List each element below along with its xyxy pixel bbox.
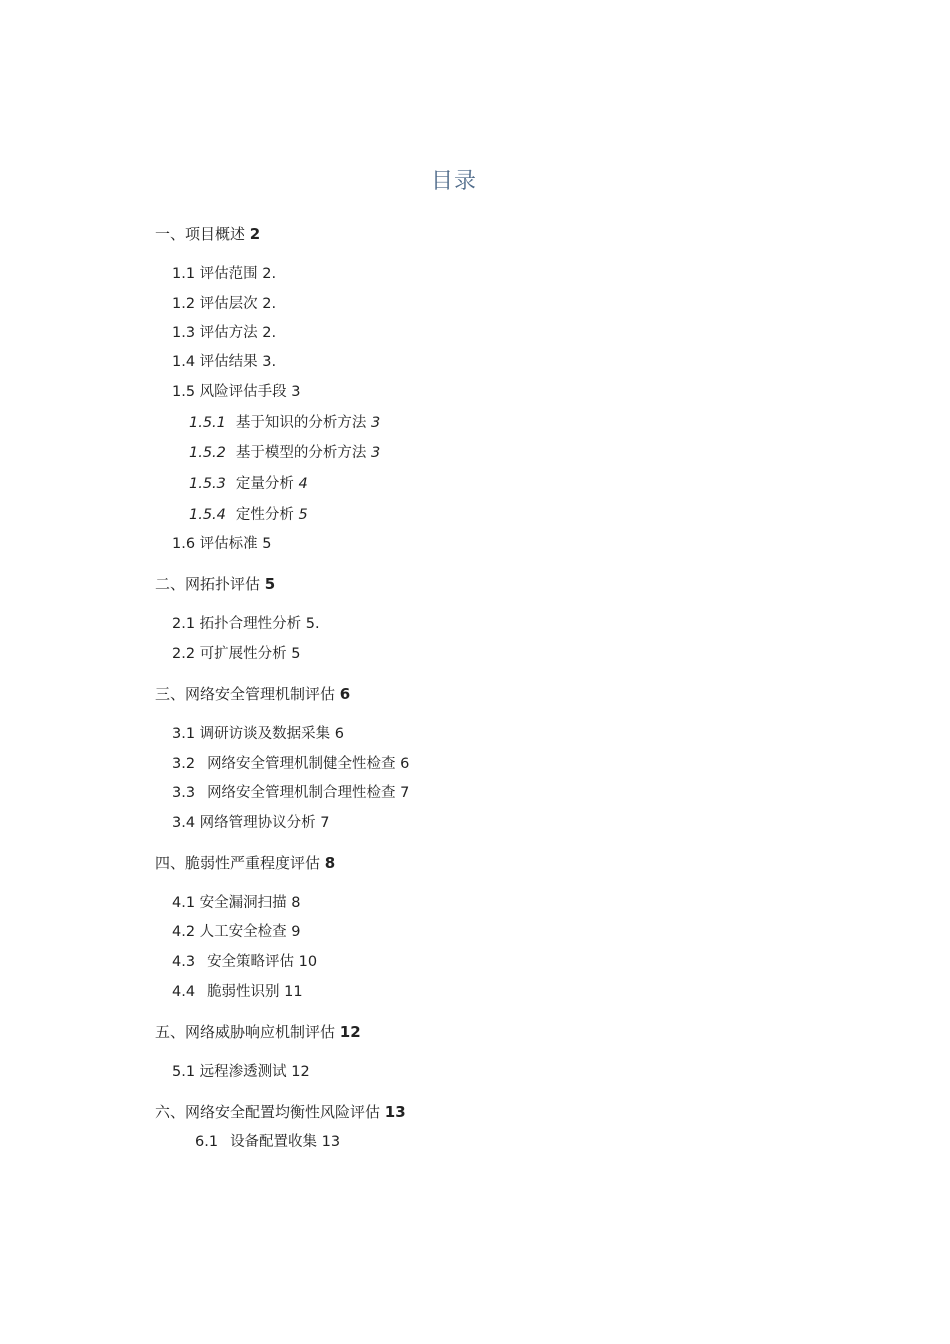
toc-page-number: 3 — [291, 384, 301, 400]
toc-page-number: 5 — [291, 646, 301, 662]
toc-entry-label: 评估方法 — [199, 325, 258, 341]
toc-entry-label: 安全策略评估 — [207, 954, 295, 970]
toc-entry-label: 四、脆弱性严重程度评估 — [155, 854, 321, 872]
toc-page-number: 3 — [371, 415, 381, 431]
toc-entry-1-1[interactable]: 1.1 评估范围 2. — [172, 266, 277, 282]
toc-page-number: 8 — [291, 895, 301, 911]
toc-page-number: 2 — [249, 225, 261, 243]
toc-entry-label: 基于模型的分析方法 — [235, 445, 367, 461]
toc-entry-label: 评估范围 — [199, 266, 258, 282]
toc-title: 目录 — [430, 169, 477, 194]
toc-page-number: 6 — [339, 685, 351, 703]
toc-entry-4-3[interactable]: 4.3 安全策略评估 10 — [172, 954, 318, 970]
toc-page-number: 7 — [400, 785, 410, 801]
toc-entry-label: 人工安全检查 — [199, 924, 287, 940]
toc-page-number: 2. — [262, 296, 277, 312]
toc-entry-1-5-3[interactable]: 1.5.3 定量分析 4 — [189, 476, 308, 492]
toc-entry-1-3[interactable]: 1.3 评估方法 2. — [172, 325, 277, 341]
toc-entry-1-5-1[interactable]: 1.5.1 基于知识的分析方法 3 — [189, 415, 381, 431]
toc-entry-label: 远程渗透测试 — [199, 1064, 287, 1080]
toc-entry-label: 脆弱性识别 — [207, 984, 280, 1000]
toc-entry-label: 评估结果 — [199, 354, 258, 370]
toc-entry-label: 网络安全管理机制合理性检查 — [207, 785, 396, 801]
toc-page-number: 13 — [321, 1134, 341, 1150]
toc-page-number: 13 — [384, 1103, 406, 1121]
toc-entry-5-1[interactable]: 5.1 远程渗透测试 12 — [172, 1064, 310, 1080]
toc-entry-label: 评估标准 — [199, 536, 258, 552]
toc-entry-label: 三、网络安全管理机制评估 — [155, 685, 336, 703]
toc-entry-6-1[interactable]: 6.1 设备配置收集 13 — [195, 1134, 341, 1150]
toc-entry-4-1[interactable]: 4.1 安全漏洞扫描 8 — [172, 895, 301, 911]
toc-entry-1-5-2[interactable]: 1.5.2 基于模型的分析方法 3 — [189, 445, 381, 461]
toc-entry-label: 设备配置收集 — [230, 1134, 318, 1150]
toc-page-number: 12 — [291, 1064, 310, 1080]
toc-entry-label: 可扩展性分析 — [199, 646, 287, 662]
toc-entry-3-2[interactable]: 3.2 网络安全管理机制健全性检查 6 — [172, 756, 410, 772]
toc-entry-label: 五、网络威胁响应机制评估 — [155, 1023, 336, 1041]
toc-page-number: 3 — [371, 445, 381, 461]
toc-entry-label: 基于知识的分析方法 — [235, 415, 367, 431]
toc-page-number: 6 — [334, 726, 345, 742]
toc-entry-3-1[interactable]: 3.1 调研访谈及数据采集 6 — [172, 726, 345, 742]
toc-entry-label: 调研访谈及数据采集 — [199, 726, 331, 742]
toc-page-number: 6 — [400, 756, 410, 772]
toc-page-number: 5 — [264, 575, 276, 593]
toc-entry-label: 定性分析 — [235, 507, 294, 523]
toc-entry-1[interactable] — [155, 224, 260, 244]
toc-page-number: 5. — [305, 616, 320, 632]
toc-entry-5[interactable] — [155, 1022, 361, 1042]
toc-page-number: 8 — [324, 854, 336, 872]
toc-page-number: 5 — [298, 507, 308, 523]
toc-page-number: 5 — [262, 536, 272, 552]
toc-page-number: 10 — [298, 954, 318, 970]
toc-entry-label: 六、网络安全配置均衡性风险评估 — [155, 1103, 381, 1121]
toc-entry-3[interactable] — [155, 684, 350, 704]
toc-entry-3-3[interactable]: 3.3 网络安全管理机制合理性检查 7 — [172, 785, 410, 801]
toc-entry-1-5[interactable]: 1.5 风险评估手段 3 — [172, 384, 301, 400]
toc-entry-6[interactable] — [155, 1102, 406, 1122]
toc-page-number: 2. — [262, 266, 277, 282]
toc-entry-label: 网络管理协议分析 — [199, 815, 316, 831]
toc-page-number: 11 — [284, 984, 303, 1000]
toc-entry-1-4[interactable]: 1.4 评估结果 3. — [172, 354, 277, 370]
toc-page-number: 12 — [339, 1023, 361, 1041]
toc-entry-label: 二、网拓扑评估 — [155, 575, 261, 593]
toc-entry-label: 风险评估手段 — [199, 384, 287, 400]
toc-entry-label: 评估层次 — [199, 296, 258, 312]
toc-entry-1-5-4[interactable]: 1.5.4 定性分析 5 — [189, 507, 308, 523]
toc-entry-4-2[interactable]: 4.2 人工安全检查 9 — [172, 924, 301, 940]
toc-entry-4[interactable] — [155, 853, 335, 873]
toc-entry-label: 定量分析 — [235, 476, 294, 492]
toc-entry-label: 安全漏洞扫描 — [199, 895, 287, 911]
toc-page-number: 4 — [298, 476, 308, 492]
toc-page-number: 3. — [262, 354, 277, 370]
toc-page-number: 9 — [291, 924, 301, 940]
toc-entry-1-6[interactable]: 1.6 评估标准 5 — [172, 536, 272, 552]
toc-entry-2[interactable] — [155, 574, 275, 594]
toc-entry-3-4[interactable]: 3.4 网络管理协议分析 7 — [172, 815, 330, 831]
toc-entry-2-2[interactable]: 2.2 可扩展性分析 5 — [172, 646, 301, 662]
toc-entry-2-1[interactable]: 2.1 拓扑合理性分析 5. — [172, 616, 320, 632]
toc-entry-label: 拓扑合理性分析 — [199, 616, 302, 632]
toc-page-number: 2. — [262, 325, 277, 341]
toc-entry-4-4[interactable]: 4.4 脆弱性识别 11 — [172, 984, 303, 1000]
toc-entry-label: 一、项目概述 — [155, 225, 246, 243]
toc-page-number: 7 — [320, 815, 330, 831]
toc-entry-1-2[interactable]: 1.2 评估层次 2. — [172, 296, 277, 312]
toc-entry-label: 网络安全管理机制健全性检查 — [207, 756, 396, 772]
